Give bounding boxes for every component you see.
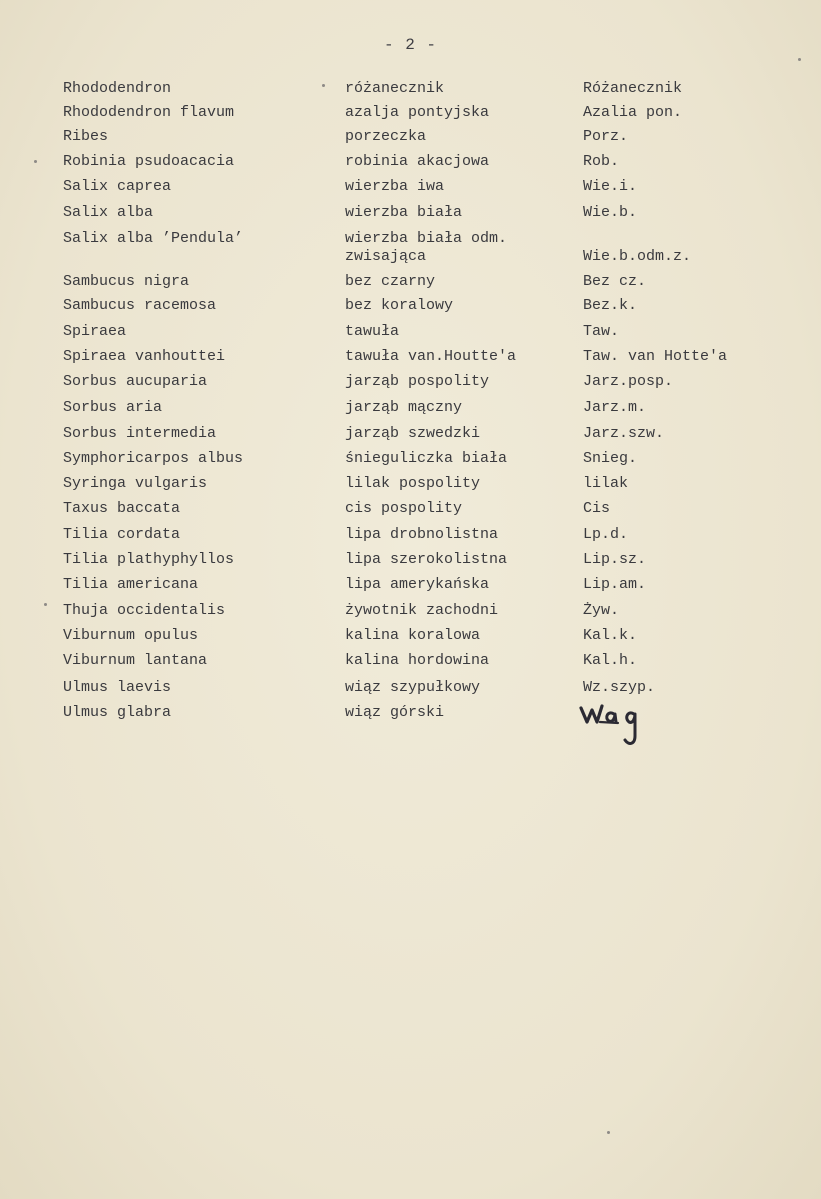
abbreviation: Lip.sz. bbox=[583, 551, 647, 568]
latin-name: Rhododendron bbox=[63, 80, 172, 97]
latin-name: Rhododendron flavum bbox=[63, 104, 235, 121]
polish-name: wierzba biała odm. zwisająca bbox=[345, 230, 508, 265]
polish-name: cis pospolity bbox=[345, 500, 463, 517]
latin-name: Salix caprea bbox=[63, 178, 172, 195]
polish-name: bez koralowy bbox=[345, 297, 454, 314]
abbreviation: Cis bbox=[583, 500, 611, 517]
paper-speck bbox=[322, 84, 325, 87]
polish-name: jarząb pospolity bbox=[345, 373, 490, 390]
latin-name: Spiraea bbox=[63, 323, 127, 340]
abbreviation: Wie.b.odm.z. bbox=[583, 248, 692, 265]
latin-name: Viburnum opulus bbox=[63, 627, 199, 644]
abbreviation: Jarz.m. bbox=[583, 399, 647, 416]
abbreviation: Bez cz. bbox=[583, 273, 647, 290]
abbreviation: Wie.b. bbox=[583, 204, 638, 221]
polish-name: lipa amerykańska bbox=[345, 576, 490, 593]
latin-name: Tilia cordata bbox=[63, 526, 181, 543]
abbreviation: Wz.szyp. bbox=[583, 679, 656, 696]
latin-name: Tilia americana bbox=[63, 576, 199, 593]
polish-name: porzeczka bbox=[345, 128, 427, 145]
polish-name: azalja pontyjska bbox=[345, 104, 490, 121]
latin-name: Sorbus intermedia bbox=[63, 425, 217, 442]
paper-speck bbox=[607, 1131, 610, 1134]
latin-name: Thuja occidentalis bbox=[63, 602, 226, 619]
latin-name: Ulmus glabra bbox=[63, 704, 172, 721]
abbreviation: Żyw. bbox=[583, 602, 620, 619]
polish-name: jarząb mączny bbox=[345, 399, 463, 416]
latin-name: Robinia psudoacacia bbox=[63, 153, 235, 170]
latin-name: Sambucus nigra bbox=[63, 273, 190, 290]
polish-name: lipa szerokolistna bbox=[345, 551, 508, 568]
abbreviation: Taw. bbox=[583, 323, 620, 340]
latin-name: Syringa vulgaris bbox=[63, 475, 208, 492]
abbreviation: Kal.h. bbox=[583, 652, 638, 669]
abbreviation: Różanecznik bbox=[583, 80, 683, 97]
latin-name: Spiraea vanhouttei bbox=[63, 348, 226, 365]
latin-name: Salix alba bbox=[63, 204, 154, 221]
polish-name: wiąz górski bbox=[345, 704, 445, 721]
paper-speck bbox=[798, 58, 801, 61]
polish-name: lilak pospolity bbox=[345, 475, 481, 492]
polish-name: śnieguliczka biała bbox=[345, 450, 508, 467]
latin-name: Ribes bbox=[63, 128, 109, 145]
polish-name: jarząb szwedzki bbox=[345, 425, 481, 442]
polish-name: różanecznik bbox=[345, 80, 445, 97]
abbreviation: Porz. bbox=[583, 128, 629, 145]
latin-name: Sambucus racemosa bbox=[63, 297, 217, 314]
paper-speck bbox=[34, 160, 37, 163]
polish-name: kalina koralowa bbox=[345, 627, 481, 644]
polish-name: tawuła van.Houtte'a bbox=[345, 348, 517, 365]
abbreviation: Bez.k. bbox=[583, 297, 638, 314]
abbreviation: Snieg. bbox=[583, 450, 638, 467]
latin-name: Viburnum lantana bbox=[63, 652, 208, 669]
abbreviation: Wie.i. bbox=[583, 178, 638, 195]
polish-name: wiąz szypułkowy bbox=[345, 679, 481, 696]
latin-name: Taxus baccata bbox=[63, 500, 181, 517]
polish-name: kalina hordowina bbox=[345, 652, 490, 669]
polish-name: żywotnik zachodni bbox=[345, 602, 499, 619]
abbreviation: Jarz.szw. bbox=[583, 425, 665, 442]
latin-name: Symphoricarpos albus bbox=[63, 450, 244, 467]
abbreviation: Jarz.posp. bbox=[583, 373, 674, 390]
abbreviation: lilak bbox=[583, 475, 629, 492]
page-number: - 2 - bbox=[383, 36, 437, 54]
latin-name: Sorbus aria bbox=[63, 399, 163, 416]
polish-name: wierzba iwa bbox=[345, 178, 445, 195]
polish-name: wierzba biała bbox=[345, 204, 463, 221]
abbreviation: Lip.am. bbox=[583, 576, 647, 593]
abbreviation: Taw. van Hotte'a bbox=[583, 348, 728, 365]
polish-name: bez czarny bbox=[345, 273, 436, 290]
polish-name: tawuła bbox=[345, 323, 400, 340]
abbreviation: Rob. bbox=[583, 153, 620, 170]
abbreviation: Lp.d. bbox=[583, 526, 629, 543]
latin-name: Sorbus aucuparia bbox=[63, 373, 208, 390]
latin-name: Tilia plathyphyllos bbox=[63, 551, 235, 568]
abbreviation: Kal.k. bbox=[583, 627, 638, 644]
polish-name: lipa drobnolistna bbox=[345, 526, 499, 543]
handwritten-abbreviation-wz-g bbox=[578, 700, 648, 752]
latin-name: Salix alba ’Pendula’ bbox=[63, 230, 244, 247]
polish-name: robinia akacjowa bbox=[345, 153, 490, 170]
latin-name: Ulmus laevis bbox=[63, 679, 172, 696]
paper-speck bbox=[44, 603, 47, 606]
abbreviation: Azalia pon. bbox=[583, 104, 683, 121]
